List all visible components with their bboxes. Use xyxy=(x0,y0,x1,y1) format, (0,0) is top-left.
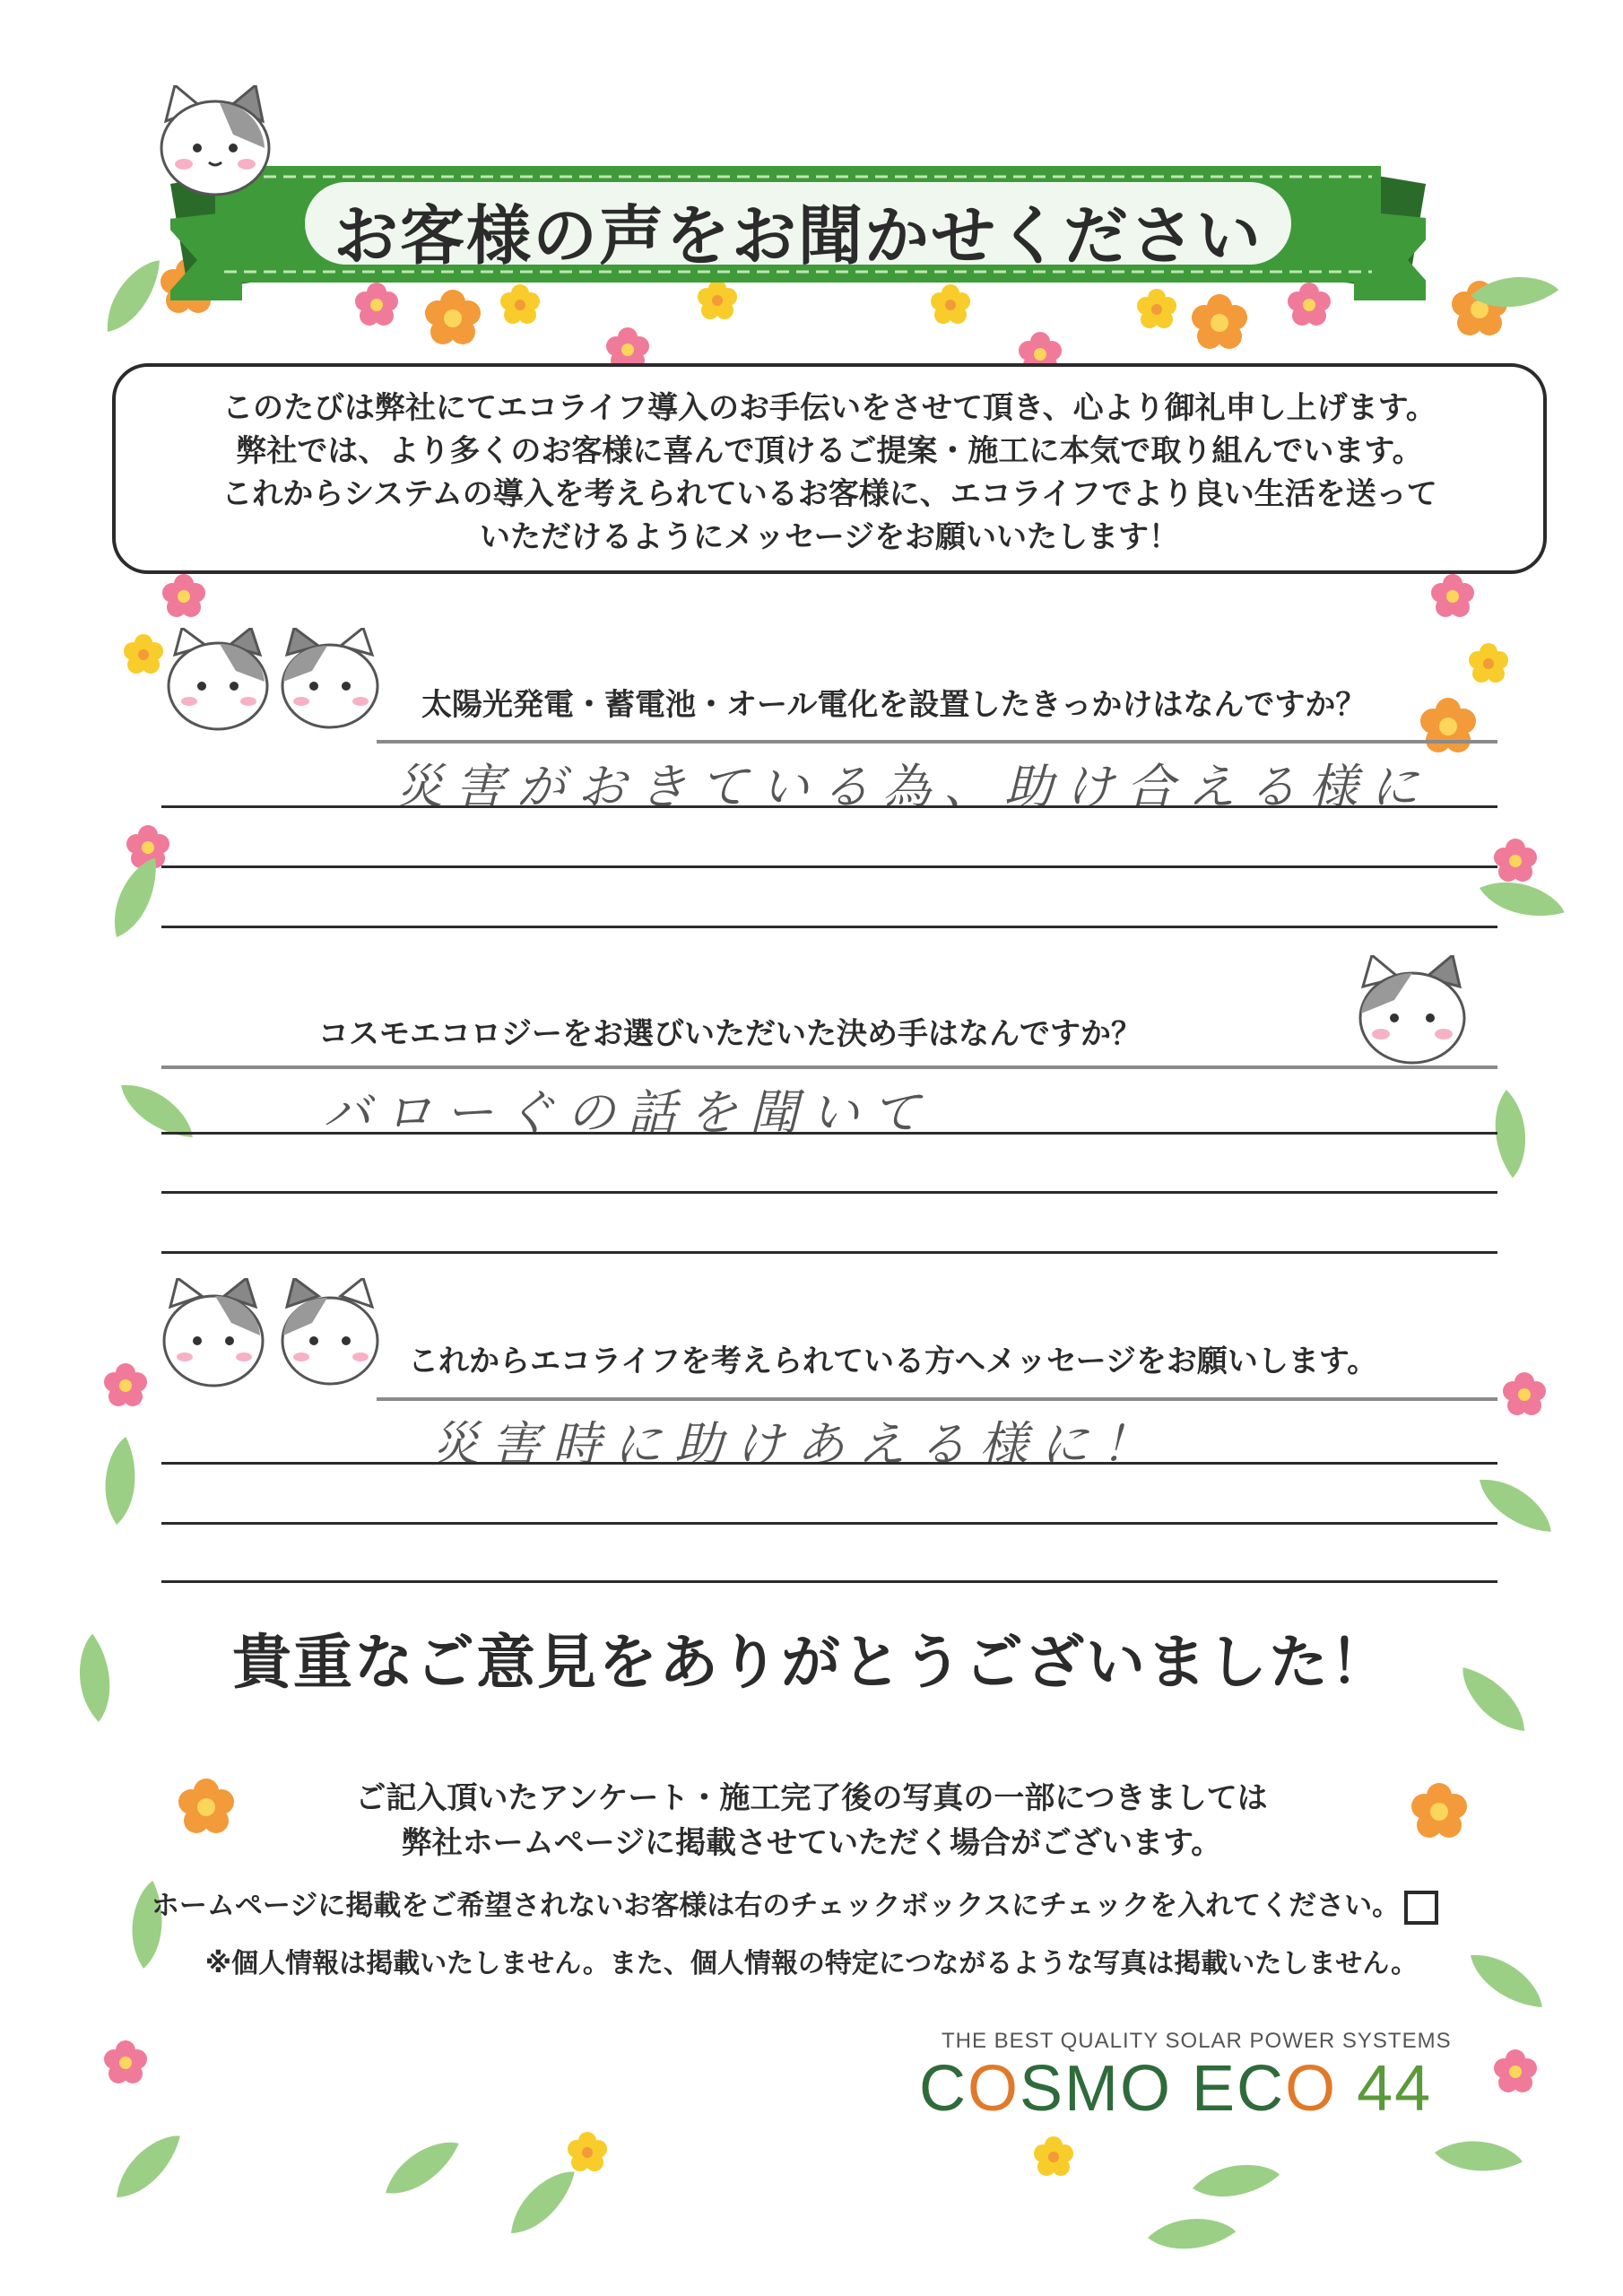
answer-1-text: 災害がおきている為、助け合える様に xyxy=(395,759,1431,815)
answer-line xyxy=(161,865,1497,868)
question-3-underline xyxy=(377,1397,1497,1401)
question-1-underline xyxy=(377,740,1497,744)
intro-line-3: これからシステムの導入を考えられているお客様に、エコライフでより良い生活を送って xyxy=(221,476,1437,512)
intro-line-4: いただけるようにメッセージをお願いいたします！ xyxy=(480,519,1179,555)
company-logo xyxy=(919,2052,1432,2126)
answer-2-text: バローぐの話を聞いて xyxy=(323,1084,933,1141)
answer-3-text: 災害時に助けあえる様に！ xyxy=(430,1416,1162,1473)
question-2-text: コスモエコロジーをお選びいただいた決め手はなんですか？ xyxy=(318,1016,1141,1052)
answer-line xyxy=(161,1580,1497,1583)
question-3-text: これからエコライフを考えられている方へメッセージをお願いします。 xyxy=(408,1344,1378,1379)
opt-out-checkbox[interactable] xyxy=(1404,1891,1438,1925)
intro-line-1: このたびは弊社にてエコライフ導入のお手伝いをさせて頂き、心より御礼申し上げます。 xyxy=(222,390,1436,426)
intro-line-2: 弊社では、より多くのお客様に喜んで頂けるご提案・施工に本気で取り組んでいます。 xyxy=(236,433,1423,469)
two-cats-icon xyxy=(161,1278,386,1404)
notice-line-2: 弊社ホームページに掲載させていただく場合がございます。 xyxy=(401,1825,1222,1861)
answer-line xyxy=(161,805,1497,808)
logo-part: EC xyxy=(1172,2053,1286,2125)
answer-line xyxy=(161,1132,1497,1135)
logo-part: 44 xyxy=(1337,2053,1433,2125)
cat-mascot-icon xyxy=(157,85,273,211)
logo-part: O xyxy=(968,2053,1020,2125)
checkbox-label: ホームページに掲載をご希望されないお客様は右のチェックボックスにチェックを入れてください。 xyxy=(151,1890,1401,1922)
logo-part: C xyxy=(919,2053,968,2125)
answer-line xyxy=(161,926,1497,928)
question-2-underline xyxy=(161,1065,1497,1069)
logo-tagline: THE BEST QUALITY SOLAR POWER SYSTEMS xyxy=(942,2029,1452,2053)
answer-line xyxy=(161,1191,1497,1194)
thanks-heading: 貴重なご意見をありがとうございました！ xyxy=(232,1628,1391,1697)
two-cats-icon xyxy=(166,628,381,744)
answer-line xyxy=(161,1522,1497,1525)
intro-message-box xyxy=(112,363,1547,574)
cat-mascot-icon xyxy=(1354,955,1471,1072)
logo-part: SMO xyxy=(1020,2053,1173,2125)
notice-line-1: ご記入頂いたアンケート・施工完了後の写真の一部につきましては xyxy=(355,1780,1268,1816)
answer-line xyxy=(161,1462,1497,1465)
logo-part: O xyxy=(1285,2053,1338,2125)
question-1-text: 太陽光発電・蓄電池・オール電化を設置したきっかけはなんですか？ xyxy=(421,687,1367,723)
answer-line xyxy=(161,1251,1497,1254)
privacy-note: ※個人情報は掲載いたしません。また、個人情報の特定につながるような写真は掲載いたしません。 xyxy=(204,1948,1419,1979)
page-title: お客様の声をお聞かせください xyxy=(333,198,1263,274)
